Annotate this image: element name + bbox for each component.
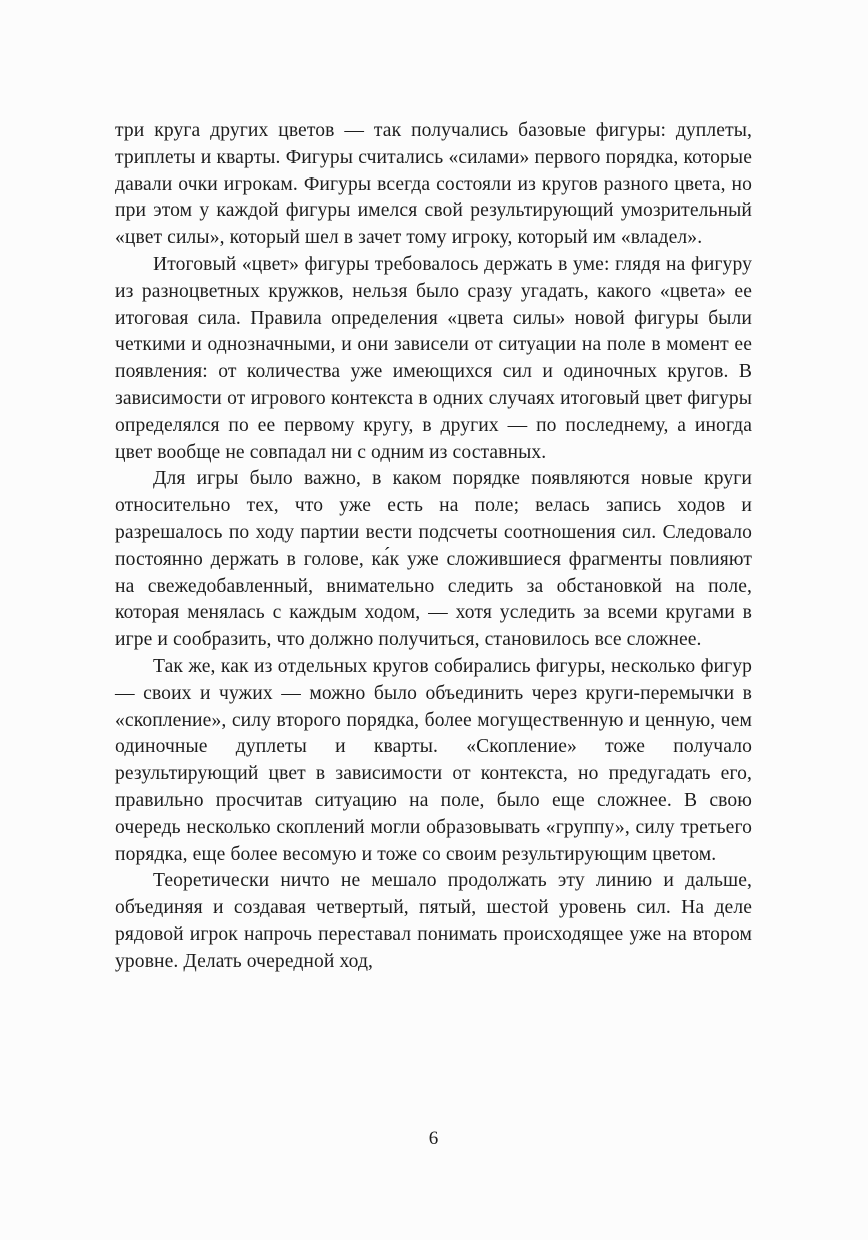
paragraph: три круга других цветов — так получались базовые фигуры: дуплеты, триплеты и кварты. Фигуры считались «силами» первого порядка, которые давали очки игрокам. Фигуры всегда состояли из кругов разного цвета, но при этом у каждой фигуры имелся свой результирующий умозрительный «цвет силы», который шел в зачет тому игроку, который им «владел». (115, 120, 752, 249)
paragraph: Так же, как из отдельных кругов собирались фигуры, несколько фигур — своих и чужих — можно было объединить через круги-перемычки в «скопление», силу второго порядка, более могущественную и ценную, чем одиночные дуплеты и кварты. «Скопление» тоже получало результирующий цвет в зависимости от контекста, но предугадать его, правильно просчитав ситуацию на поле, было еще сложнее. В свою очередь несколько скоплений могли образовывать «группу», силу третьего порядка, еще более весомую и тоже со своим результирующим цветом. (115, 655, 752, 865)
paragraph: Итоговый «цвет» фигуры требовалось держать в уме: глядя на фигуру из разноцветных кружков, нельзя было сразу угадать, какого «цвета» ее итоговая сила. Правила определения «цвета силы» новой фигуры были четкими и однозначными, и они зависели от ситуации на поле в момент ее появления: от количества уже имеющихся сил и одиночных кругов. В зависимости от игрового контекста в одних случаях итоговый цвет фигуры определялся по ее первому кругу, в других — по последнему, а иногда цвет вообще не совпадал ни с одним из составных. (115, 253, 752, 463)
page-number: 6 (428, 1128, 439, 1149)
paragraph: Для игры было важно, в каком порядке появляются новые круги относительно тех, что уже есть на поле; велась запись ходов и разрешалось по ходу партии вести подсчеты соотношения сил. Следовало постоянно держать в голове, ка́к уже сложившиеся фрагменты повлияют на свежедобавленный, внимательно следить за обстановкой на поле, которая менялась с каждым ходом, — хотя уследить за всеми кругами в игре и сообразить, что должно получиться, становилось все сложнее. (115, 468, 752, 651)
text-block (115, 118, 752, 976)
paragraph: Теоретически ничто не мешало продолжать эту линию и дальше, объединяя и создавая четвертый, пятый, шестой уровень сил. На деле рядовой игрок напрочь переставал понимать происходящее уже на втором уровне. Делать очередной ход, (115, 870, 752, 972)
